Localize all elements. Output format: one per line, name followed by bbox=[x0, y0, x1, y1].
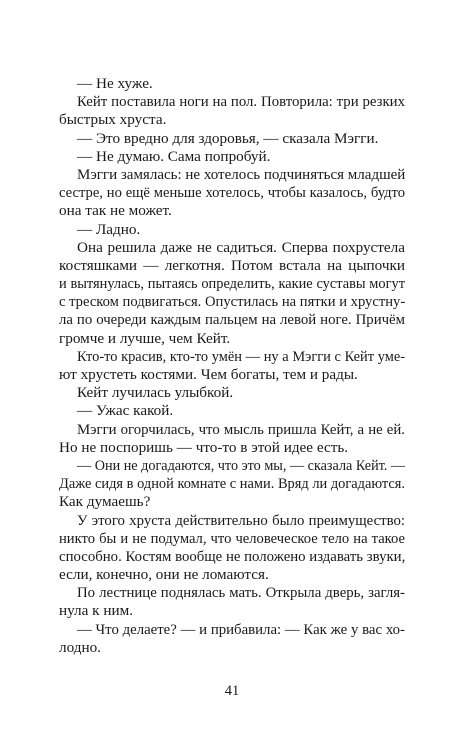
text-line-content: Она решила даже не садиться. Сперва похрустела bbox=[77, 238, 405, 256]
text-line bbox=[59, 130, 405, 148]
text-line-content: — Не хуже. bbox=[77, 75, 153, 92]
text-line bbox=[59, 639, 405, 657]
text-line-content: — Ужас какой. bbox=[77, 402, 174, 420]
text-line bbox=[59, 512, 405, 530]
text-line bbox=[59, 184, 405, 202]
text-line-content: По лестнице поднялась мать. Открыла дверь, загля- bbox=[77, 585, 405, 602]
text-line bbox=[59, 566, 405, 584]
text-line bbox=[59, 293, 405, 311]
text-line-content: — Ладно. bbox=[77, 220, 141, 238]
text-line bbox=[59, 439, 405, 457]
text-line bbox=[59, 548, 405, 566]
text-line-content: Даже сидя в одной комнате с нами. Вряд ли догадаются. bbox=[59, 476, 405, 493]
text-line bbox=[59, 384, 405, 402]
text-line bbox=[59, 366, 405, 384]
text-line bbox=[59, 239, 405, 257]
text-line-content: Мэгги замялась: не хотелось подчиняться младшей bbox=[77, 166, 406, 183]
text-line bbox=[59, 166, 405, 184]
text-line bbox=[59, 330, 405, 348]
text-line-content: лодно. bbox=[59, 638, 101, 656]
text-line-content: она так не может. bbox=[59, 202, 172, 220]
text-line-content: ют хрустеть костями. Чем богаты, тем и рады. bbox=[59, 366, 358, 383]
text-line bbox=[59, 530, 405, 548]
text-line-content: Кто-то красив, кто-то умён — ну а Мэгги с Кейт уме- bbox=[77, 348, 405, 365]
text-line bbox=[59, 457, 405, 475]
text-line bbox=[59, 111, 405, 129]
text-line-content: никто бы и не подумал, что человеческое тело на такое bbox=[59, 530, 405, 547]
text-line-content: и вытянулась, пытаясь определить, какие суставы могут bbox=[59, 276, 405, 293]
text-line bbox=[59, 621, 405, 639]
text-line-content: с треском подвигаться. Опустилась на пятки и хрустну- bbox=[59, 294, 406, 311]
page-number: 41 bbox=[224, 683, 240, 699]
text-line bbox=[59, 275, 405, 293]
text-line-content: Но не поспоришь — что-то в этой идее есть. bbox=[59, 438, 349, 456]
text-line bbox=[59, 475, 405, 493]
text-line-content: Кейт лучилась улыбкой. bbox=[77, 384, 234, 402]
text-line bbox=[59, 402, 405, 420]
text-line bbox=[59, 221, 405, 239]
text-line bbox=[59, 75, 405, 93]
text-line-content: если, конечно, они не ломаются. bbox=[59, 566, 269, 584]
text-line bbox=[59, 257, 405, 275]
text-line-content: Мэгги огорчилась, что мысль пришла Кейт, а не ей. bbox=[77, 421, 405, 438]
text-line bbox=[59, 602, 405, 620]
text-line bbox=[59, 348, 405, 366]
text-line-content: костяшками — легкотня. Потом встала на цыпочки bbox=[59, 256, 405, 274]
text-line bbox=[59, 421, 405, 439]
text-line-content: — Не думаю. Сама попробуй. bbox=[77, 147, 271, 165]
text-line-content: быстрых хруста. bbox=[59, 111, 167, 129]
text-line-content: сестре, но ещё меньше хотелось, чтобы казалось, будто bbox=[59, 185, 405, 202]
text-line-content: — Что делаете? — и прибавила: — Как же у вас хо- bbox=[77, 621, 405, 638]
text-line-content: Кейт поставила ноги на пол. Повторила: три резких bbox=[77, 94, 405, 111]
text-line-content: — Это вредно для здоровья, — сказала Мэгги. bbox=[77, 129, 379, 147]
text-line-content: Как думаешь? bbox=[59, 493, 151, 511]
text-line bbox=[59, 93, 405, 111]
text-line bbox=[59, 311, 405, 329]
text-line-content: ла по очереди каждым пальцем на левой ноге. Причём bbox=[59, 312, 405, 329]
text-line-content: — Они не догадаются, что это мы, — сказала Кейт. — bbox=[77, 457, 406, 474]
text-line bbox=[59, 493, 405, 511]
text-line-content: громче и лучше, чем Кейт. bbox=[59, 329, 231, 347]
text-line bbox=[59, 584, 405, 602]
text-line-content: способно. Костям вообще не положено издавать звуки, bbox=[59, 548, 406, 565]
text-line bbox=[59, 202, 405, 220]
text-line bbox=[59, 148, 405, 166]
text-line-content: нула к ним. bbox=[59, 602, 134, 620]
body-text bbox=[59, 75, 405, 657]
text-line-content: У этого хруста действительно было преимущество: bbox=[77, 512, 405, 529]
